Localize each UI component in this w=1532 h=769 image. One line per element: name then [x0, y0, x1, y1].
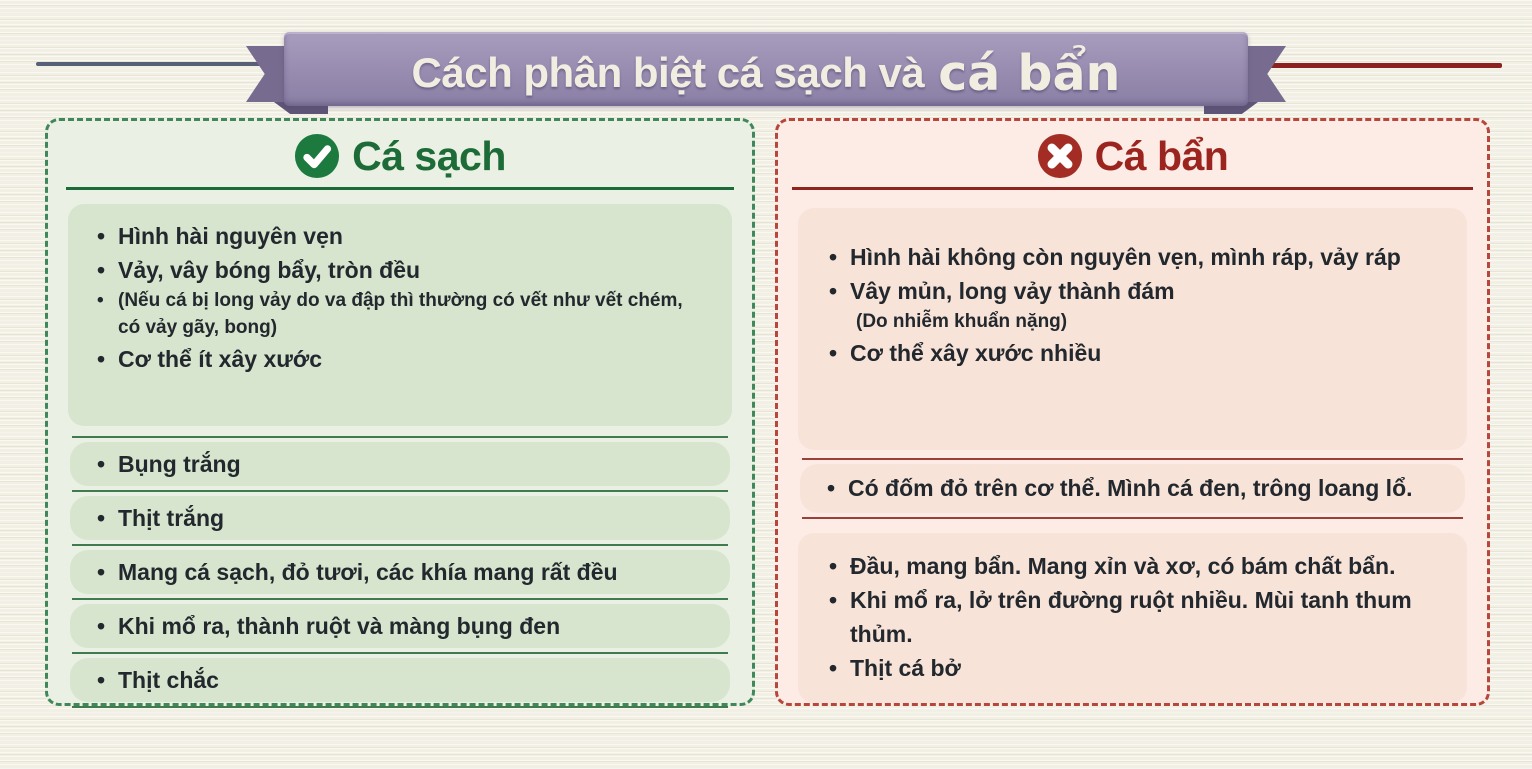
- clean-fish-title: Cá sạch: [352, 132, 506, 179]
- separator-line: [72, 490, 728, 492]
- clean-feature-rows: [48, 436, 752, 708]
- bullet-item: • Hình hài không còn nguyên vẹn, mình ráp, vảy ráp: [822, 240, 1443, 274]
- bullet-item: • Cơ thể ít xây xước: [90, 342, 710, 376]
- bullet-item: • Thịt cá bở: [822, 651, 1443, 685]
- feature-row: • Thịt chắc: [70, 658, 730, 702]
- clean-features-block: [68, 204, 732, 426]
- title-ribbon: [284, 32, 1248, 106]
- feature-row: • Có đốm đỏ trên cơ thể. Mình cá đen, trông loang lổ.: [800, 464, 1465, 513]
- separator-line: [802, 458, 1463, 460]
- dirty-fish-panel: [775, 118, 1490, 706]
- separator-line: [802, 517, 1463, 519]
- dirty-features-list-2: [822, 549, 1443, 685]
- separator-line: [72, 436, 728, 438]
- dirty-fish-header: [778, 125, 1487, 187]
- bullet-item: • (Nếu cá bị long vảy do va đập thì thường có vết như vết chém, có vảy gãy, bong): [90, 287, 710, 342]
- separator-line: [72, 652, 728, 654]
- right-flourish-line: [1234, 63, 1502, 68]
- x-circle-icon: [1037, 133, 1083, 179]
- clean-fish-panel: [45, 118, 755, 706]
- bullet-item: • Vây mủn, long vảy thành đám: [822, 274, 1443, 308]
- dirty-feature-rows: [778, 458, 1487, 519]
- bullet-item: • Khi mổ ra, lở trên đường ruột nhiều. Mùi tanh thum thủm.: [822, 583, 1443, 651]
- bullet-item: • Vảy, vây bóng bẩy, tròn đều: [90, 253, 710, 287]
- page-title-emphasis: cá bẩn: [938, 44, 1121, 102]
- dirty-fish-title: Cá bẩn: [1094, 132, 1229, 179]
- feature-row: • Khi mổ ra, thành ruột và màng bụng đen: [70, 604, 730, 648]
- separator-line: [72, 544, 728, 546]
- comparison-panels: [45, 118, 1490, 706]
- title-banner: [0, 0, 1532, 118]
- dirty-features-block-2: [798, 533, 1467, 703]
- page-title: Cách phân biệt cá sạch và: [411, 49, 925, 96]
- clean-fish-header: [48, 125, 752, 187]
- left-flourish-line: [36, 62, 272, 66]
- clean-features-list: [90, 219, 710, 376]
- dirty-features-list: [822, 240, 1443, 370]
- separator-line: [72, 598, 728, 600]
- ribbon-band: [284, 32, 1248, 106]
- bullet-item: (Do nhiễm khuẩn nặng): [856, 311, 1068, 333]
- bullet-item: • Đầu, mang bẩn. Mang xỉn và xơ, có bám chất bẩn.: [822, 549, 1443, 583]
- dirty-header-rule: [792, 187, 1473, 190]
- dirty-features-block: [798, 208, 1467, 450]
- check-circle-icon: [294, 133, 340, 179]
- feature-row: • Bụng trắng: [70, 442, 730, 486]
- bullet-item: • Cơ thể xây xước nhiều: [822, 336, 1443, 370]
- bullet-item: • Hình hài nguyên vẹn: [90, 219, 710, 253]
- feature-row: • Thịt trắng: [70, 496, 730, 540]
- feature-row: • Mang cá sạch, đỏ tươi, các khía mang rất đều: [70, 550, 730, 594]
- separator-line: [72, 706, 728, 708]
- clean-header-rule: [66, 187, 734, 190]
